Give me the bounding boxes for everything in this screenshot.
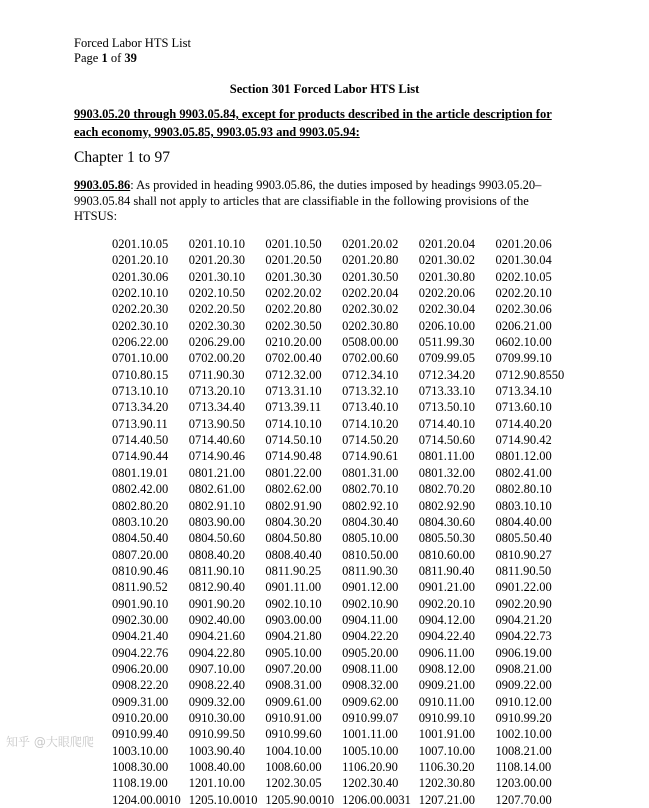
hts-code: 0201.30.10 xyxy=(188,269,245,284)
code-row xyxy=(112,596,612,612)
heading-ref: 9903.05.86 xyxy=(74,178,131,192)
hts-code: 0508.00.00 xyxy=(342,335,399,350)
hts-code: 0802.80.10 xyxy=(495,482,552,497)
page-total: 39 xyxy=(124,51,137,65)
code-row xyxy=(112,416,612,432)
hts-code: 0906.19.00 xyxy=(495,645,552,660)
code-row xyxy=(112,677,612,693)
hts-code: 0202.20.04 xyxy=(342,286,399,301)
hts-code: 0201.20.02 xyxy=(342,237,399,251)
code-row xyxy=(112,579,612,595)
code-row xyxy=(112,285,612,301)
code-row xyxy=(112,334,612,350)
code-row xyxy=(112,252,612,268)
hts-code: 0202.20.30 xyxy=(112,302,169,317)
hts-code: 0811.90.50 xyxy=(495,563,552,578)
hts-code: 1005.10.00 xyxy=(342,743,399,758)
hts-code: 0713.50.10 xyxy=(418,400,475,415)
hts-code: 0907.20.00 xyxy=(265,661,322,676)
hts-code: 0202.30.30 xyxy=(188,318,245,333)
hts-code: 0714.90.46 xyxy=(188,449,245,464)
hts-code: 1204.00.0010 xyxy=(112,792,181,807)
code-row xyxy=(112,775,612,791)
hts-code: 0802.70.10 xyxy=(342,482,399,497)
code-row xyxy=(112,399,612,415)
hts-code: 0904.21.80 xyxy=(265,629,322,644)
hts-code: 0904.12.00 xyxy=(418,612,475,627)
hts-code: 0714.50.20 xyxy=(342,433,399,448)
watermark: 知乎 @大眼爬爬 xyxy=(6,735,94,749)
page-of: of xyxy=(110,51,122,65)
hts-code: 0714.40.50 xyxy=(112,433,169,448)
code-row xyxy=(112,432,612,448)
hts-code: 1202.30.40 xyxy=(342,776,399,791)
code-row xyxy=(112,448,612,464)
hts-code: 0201.20.30 xyxy=(188,253,245,268)
page-prefix: Page xyxy=(74,51,99,65)
hts-code: 0202.30.04 xyxy=(418,302,475,317)
hts-code: 0908.11.00 xyxy=(342,661,398,676)
hts-code: 1203.00.00 xyxy=(495,776,552,791)
hts-code: 0901.90.10 xyxy=(112,596,169,611)
hts-code: 1008.60.00 xyxy=(265,760,322,774)
hts-code: 0805.50.30 xyxy=(418,531,475,546)
hts-code: 1201.10.00 xyxy=(188,776,245,791)
hts-code: 0802.91.90 xyxy=(265,498,322,513)
section-title: Section 301 Forced Labor HTS List xyxy=(229,82,420,96)
hts-code: 0901.11.00 xyxy=(265,580,322,595)
hts-code: 0811.90.40 xyxy=(418,563,475,578)
code-row xyxy=(112,236,612,252)
hts-code: 0511.99.30 xyxy=(418,335,475,350)
hts-code: 0201.30.04 xyxy=(495,253,552,268)
code-row xyxy=(112,350,612,366)
hts-code: 0201.30.80 xyxy=(418,269,475,284)
hts-code: 0801.19.01 xyxy=(112,465,169,480)
hts-code: 0801.12.00 xyxy=(495,449,552,464)
code-row xyxy=(112,498,612,514)
hts-code: 0903.00.00 xyxy=(265,612,322,627)
code-row xyxy=(112,563,612,579)
hts-code: 0201.30.50 xyxy=(342,269,399,284)
hts-code: 0910.11.00 xyxy=(418,694,475,709)
hts-code: 0803.90.00 xyxy=(188,514,245,529)
hts-code: 1202.30.05 xyxy=(265,776,322,791)
hts-code: 0805.50.40 xyxy=(495,531,552,546)
hts-code: 0804.50.60 xyxy=(188,531,245,546)
hts-code: 0714.10.10 xyxy=(265,416,322,431)
hts-code: 0709.99.05 xyxy=(418,351,475,366)
hts-code: 0202.30.50 xyxy=(265,318,322,333)
code-row xyxy=(112,383,612,399)
hts-code: 0202.20.10 xyxy=(495,286,552,301)
hts-code: 0713.39.11 xyxy=(265,400,322,415)
code-row xyxy=(112,481,612,497)
hts-code: 0901.90.20 xyxy=(188,596,245,611)
hts-code: 0801.31.00 xyxy=(342,465,399,480)
hts-code: 1106.20.90 xyxy=(342,760,398,774)
hts-code: 0202.10.10 xyxy=(112,286,169,301)
hts-code: 0909.21.00 xyxy=(418,678,475,693)
hts-code: 0202.10.05 xyxy=(495,269,552,284)
hts-code: 0902.20.90 xyxy=(495,596,552,611)
chapter-title: Chapter 1 to 97 xyxy=(74,149,170,166)
hts-code: 0904.22.76 xyxy=(112,645,169,660)
hts-code: 0713.34.10 xyxy=(495,384,552,399)
hts-code: 0201.20.04 xyxy=(418,237,475,251)
hts-code: 0802.92.10 xyxy=(342,498,399,513)
hts-code: 0712.90.8550 xyxy=(495,367,565,382)
hts-code: 1106.30.20 xyxy=(418,760,475,774)
hts-code: 0201.20.10 xyxy=(112,253,169,268)
hts-code: 0713.20.10 xyxy=(188,384,245,399)
hts-code: 0812.90.40 xyxy=(188,580,245,595)
hts-code: 0714.40.10 xyxy=(418,416,475,431)
hts-code: 0201.30.30 xyxy=(265,269,322,284)
hts-code: 0802.80.20 xyxy=(112,498,169,513)
hts-code: 0712.34.20 xyxy=(418,367,475,382)
hts-code: 0801.32.00 xyxy=(418,465,475,480)
hts-code: 0201.20.50 xyxy=(265,253,322,268)
hts-code: 0908.22.20 xyxy=(112,678,169,693)
hts-code: 0904.21.40 xyxy=(112,629,169,644)
hts-code: 0902.10.10 xyxy=(265,596,322,611)
hts-code: 0908.21.00 xyxy=(495,661,552,676)
hts-code: 0804.50.80 xyxy=(265,531,322,546)
hts-code: 0202.30.10 xyxy=(112,318,169,333)
hts-code: 0714.40.20 xyxy=(495,416,552,431)
hts-code: 0713.33.10 xyxy=(418,384,475,399)
hts-code: 0206.29.00 xyxy=(188,335,245,350)
hts-code: 0202.20.02 xyxy=(265,286,322,301)
hts-code: 0702.00.60 xyxy=(342,351,399,366)
hts-code: 0206.22.00 xyxy=(112,335,169,350)
hts-code: 0802.91.10 xyxy=(188,498,245,513)
hts-code: 0908.22.40 xyxy=(188,678,245,693)
code-row xyxy=(112,547,612,563)
hts-code: 0810.90.27 xyxy=(495,547,552,562)
hts-code: 0709.99.10 xyxy=(495,351,552,366)
hts-code: 0902.10.90 xyxy=(342,596,399,611)
hts-code: 0713.10.10 xyxy=(112,384,169,399)
hts-code: 0811.90.10 xyxy=(188,563,245,578)
hts-code: 0906.11.00 xyxy=(418,645,475,660)
hts-code: 0909.32.00 xyxy=(188,694,245,709)
hts-code-grid xyxy=(112,236,612,808)
doc-title: Forced Labor HTS List xyxy=(74,36,191,50)
code-row xyxy=(112,612,612,628)
hts-code: 0802.70.20 xyxy=(418,482,475,497)
hts-code: 1207.70.00 xyxy=(495,792,552,807)
hts-code: 0713.32.10 xyxy=(342,384,399,399)
hts-code: 1002.10.00 xyxy=(495,727,552,742)
hts-code: 0714.50.10 xyxy=(265,433,322,448)
hts-code: 0904.22.20 xyxy=(342,629,399,644)
hts-code: 0904.21.20 xyxy=(495,612,552,627)
code-row xyxy=(112,465,612,481)
hts-code: 0712.32.00 xyxy=(265,367,322,382)
hts-code: 0801.21.00 xyxy=(188,465,245,480)
hts-code: 0804.30.40 xyxy=(342,514,399,529)
hts-code: 0714.90.44 xyxy=(112,449,169,464)
hts-code: 0713.40.10 xyxy=(342,400,399,415)
code-row xyxy=(112,530,612,546)
hts-code: 0210.20.00 xyxy=(265,335,322,350)
hts-code: 0909.31.00 xyxy=(112,694,169,709)
hts-code: 0714.40.60 xyxy=(188,433,245,448)
hts-code: 0805.10.00 xyxy=(342,531,399,546)
hts-code: 0712.34.10 xyxy=(342,367,399,382)
hts-code: 0902.20.10 xyxy=(418,596,475,611)
hts-code: 0202.10.50 xyxy=(188,286,245,301)
hts-code: 0202.30.02 xyxy=(342,302,399,317)
hts-code: 0901.12.00 xyxy=(342,580,399,595)
hts-code: 1206.00.0031 xyxy=(342,792,411,807)
hts-code: 0201.20.06 xyxy=(495,237,552,251)
hts-code: 0802.92.90 xyxy=(418,498,475,513)
hts-code: 0714.10.20 xyxy=(342,416,399,431)
hts-code: 0804.40.00 xyxy=(495,514,552,529)
code-row xyxy=(112,710,612,726)
hts-code: 0910.99.10 xyxy=(418,710,475,725)
hts-code: 0713.31.10 xyxy=(265,384,322,399)
hts-code: 0701.10.00 xyxy=(112,351,169,366)
hts-code: 0910.91.00 xyxy=(265,710,322,725)
code-row xyxy=(112,367,612,383)
hts-code: 0202.30.06 xyxy=(495,302,552,317)
code-row xyxy=(112,726,612,742)
hts-code: 0905.10.00 xyxy=(265,645,322,660)
hts-code: 0908.31.00 xyxy=(265,678,322,693)
hts-code: 0904.21.60 xyxy=(188,629,245,644)
hts-code: 0201.30.02 xyxy=(418,253,475,268)
hts-code: 0802.41.00 xyxy=(495,465,552,480)
code-row xyxy=(112,514,612,530)
hts-code: 1202.30.80 xyxy=(418,776,475,791)
hts-code: 1108.14.00 xyxy=(495,760,552,774)
hts-code: 0714.90.61 xyxy=(342,449,399,464)
hts-code: 1003.10.00 xyxy=(112,743,169,758)
hts-code: 0714.90.48 xyxy=(265,449,322,464)
hts-code: 0803.10.20 xyxy=(112,514,169,529)
code-row xyxy=(112,694,612,710)
hts-code: 0201.30.06 xyxy=(112,269,169,284)
hts-code: 1003.90.40 xyxy=(188,743,245,758)
hts-code: 1008.40.00 xyxy=(188,760,245,774)
hts-code: 0909.61.00 xyxy=(265,694,322,709)
hts-code: 0910.99.07 xyxy=(342,710,399,725)
hts-code: 0906.20.00 xyxy=(112,661,169,676)
hts-code: 0713.34.20 xyxy=(112,400,169,415)
code-row xyxy=(112,318,612,334)
hts-code: 0901.21.00 xyxy=(418,580,475,595)
heading: 9903.05.20 through 9903.05.84, except for products described in the article description for each economy, 9903.05.85, 9903.05.93 and 9903.05.94: xyxy=(74,107,552,139)
hts-code: 0702.00.20 xyxy=(188,351,245,366)
hts-code: 0713.34.40 xyxy=(188,400,245,415)
hts-code: 0202.20.06 xyxy=(418,286,475,301)
hts-code: 0802.61.00 xyxy=(188,482,245,497)
page-indicator xyxy=(74,51,191,66)
hts-code: 0602.10.00 xyxy=(495,335,552,350)
hts-code: 0902.30.00 xyxy=(112,612,169,627)
hts-code: 0909.22.00 xyxy=(495,678,552,693)
hts-code: 0202.20.50 xyxy=(188,302,245,317)
provision-paragraph xyxy=(74,178,574,225)
hts-code: 0808.40.20 xyxy=(188,547,245,562)
hts-code: 0714.90.42 xyxy=(495,433,552,448)
hts-code: 0206.10.00 xyxy=(418,318,475,333)
hts-code: 0803.10.10 xyxy=(495,498,552,513)
hts-code: 0804.50.40 xyxy=(112,531,169,546)
hts-code: 0713.90.50 xyxy=(188,416,245,431)
hts-code: 0714.50.60 xyxy=(418,433,475,448)
code-row xyxy=(112,759,612,775)
hts-code: 0713.60.10 xyxy=(495,400,552,415)
hts-code: 0201.10.10 xyxy=(188,237,245,251)
hts-code: 0206.21.00 xyxy=(495,318,552,333)
hts-code: 0904.22.73 xyxy=(495,629,552,644)
hts-code: 0907.10.00 xyxy=(188,661,245,676)
hts-code: 1207.21.00 xyxy=(418,792,475,807)
hts-code: 1108.19.00 xyxy=(112,776,168,791)
hts-code: 0910.12.00 xyxy=(495,694,552,709)
hts-code: 0710.80.15 xyxy=(112,367,169,382)
code-row xyxy=(112,661,612,677)
hts-code: 0811.90.52 xyxy=(112,580,168,595)
code-row xyxy=(112,301,612,317)
hts-code: 0810.50.00 xyxy=(342,547,399,562)
hts-code: 0808.40.40 xyxy=(265,547,322,562)
hts-code: 0802.42.00 xyxy=(112,482,169,497)
hts-code: 0904.11.00 xyxy=(342,612,398,627)
code-row xyxy=(112,269,612,285)
hts-code: 0202.30.80 xyxy=(342,318,399,333)
hts-code: 0702.00.40 xyxy=(265,351,322,366)
hts-code: 0802.62.00 xyxy=(265,482,322,497)
hts-code: 0910.20.00 xyxy=(112,710,169,725)
hts-code: 0201.20.80 xyxy=(342,253,399,268)
hts-code: 1008.21.00 xyxy=(495,743,552,758)
hts-code: 0905.20.00 xyxy=(342,645,399,660)
hts-code: 1001.91.00 xyxy=(418,727,475,742)
hts-code: 0713.90.11 xyxy=(112,416,168,431)
hts-code: 0201.10.50 xyxy=(265,237,322,251)
hts-code: 0201.10.05 xyxy=(112,237,169,251)
hts-code: 0711.90.30 xyxy=(188,367,245,382)
hts-code: 1007.10.00 xyxy=(418,743,475,758)
hts-code: 0801.11.00 xyxy=(418,449,475,464)
hts-code: 0910.99.60 xyxy=(265,727,322,742)
hts-code: 0804.30.20 xyxy=(265,514,322,529)
hts-code: 0202.20.80 xyxy=(265,302,322,317)
hts-code: 1205.10.0010 xyxy=(188,792,258,807)
hts-code: 1008.30.00 xyxy=(112,760,169,774)
hts-code: 1004.10.00 xyxy=(265,743,322,758)
hts-code: 0811.90.30 xyxy=(342,563,398,578)
hts-code: 0811.90.25 xyxy=(265,563,322,578)
hts-code: 0910.30.00 xyxy=(188,710,245,725)
hts-code: 0910.99.20 xyxy=(495,710,552,725)
hts-code: 0801.22.00 xyxy=(265,465,322,480)
paragraph-text: : As provided in heading 9903.05.86, the duties imposed by headings 9903.05.20–9903.05.84 shall not apply to articles that are classifiable in the following provisions of the HTSUS: xyxy=(74,178,542,223)
page-header xyxy=(74,36,191,66)
hts-code: 0904.22.40 xyxy=(418,629,475,644)
hts-code: 0908.12.00 xyxy=(418,661,475,676)
hts-code: 0902.40.00 xyxy=(188,612,245,627)
hts-code: 0908.32.00 xyxy=(342,678,399,693)
hts-code: 0804.30.60 xyxy=(418,514,475,529)
hts-code: 0904.22.80 xyxy=(188,645,245,660)
code-row xyxy=(112,792,612,808)
hts-code: 0909.62.00 xyxy=(342,694,399,709)
hts-code: 0901.22.00 xyxy=(495,580,552,595)
hts-code: 1205.90.0010 xyxy=(265,792,335,807)
hts-code: 0807.20.00 xyxy=(112,547,169,562)
hts-code: 0810.90.46 xyxy=(112,563,169,578)
code-row xyxy=(112,645,612,661)
hts-code: 1001.11.00 xyxy=(342,727,398,742)
hts-code: 0810.60.00 xyxy=(418,547,475,562)
hts-code: 0910.99.50 xyxy=(188,727,245,742)
code-row xyxy=(112,628,612,644)
hts-code: 0910.99.40 xyxy=(112,727,169,742)
page-number: 1 xyxy=(101,51,108,65)
